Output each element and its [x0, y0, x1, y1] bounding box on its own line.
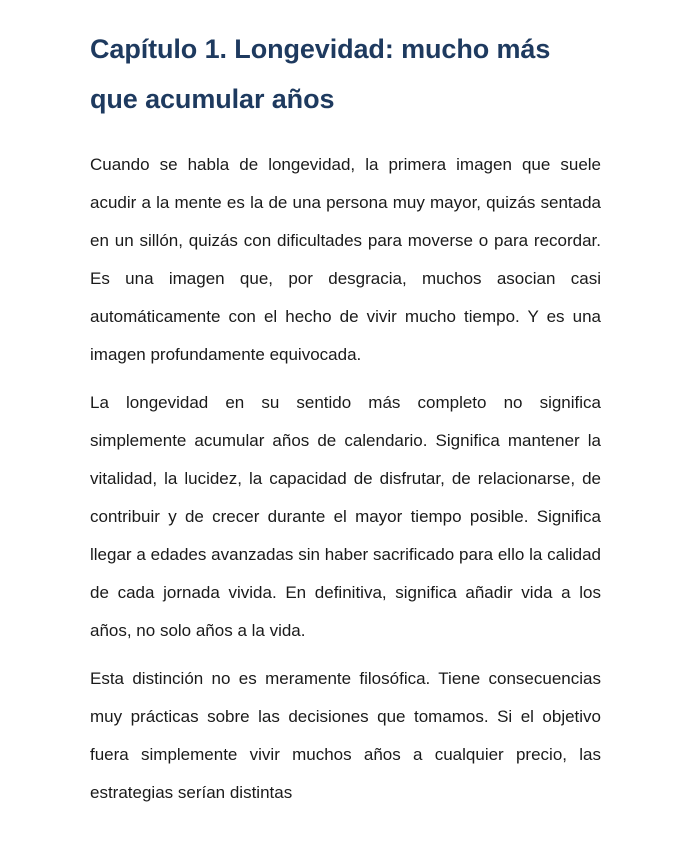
content-column	[90, 0, 601, 812]
body-paragraph: La longevidad en su sentido más completo no significa simplemente acumular años de calendario. Significa mantener la vitalidad, la lucidez, la capacidad de disfrutar, de relacionarse, de contribuir y de crecer durante el mayor tiempo posible. Significa llegar a edades avanzadas sin haber sacrificado para ello la calidad de cada jornada vivida. En definitiva, significa añadir vida a los años, no solo años a la vida.	[90, 393, 601, 640]
body-paragraph: Cuando se habla de longevidad, la primera imagen que suele acudir a la mente es la de una persona muy mayor, quizás sentada en un sillón, quizás con dificultades para moverse o para recordar. Es una imagen que, por desgracia, muchos asocian casi automáticamente con el hecho de vivir mucho tiempo. Y es una imagen profundamente equivocada.	[90, 155, 601, 364]
chapter-heading: Capítulo 1. Longevidad: mucho más que acumular años	[90, 34, 551, 114]
body-paragraph: Esta distinción no es meramente filosófica. Tiene consecuencias muy prácticas sobre las decisiones que tomamos. Si el objetivo fuera simplemente vivir muchos años a cualquier precio, las estrategias serían distintas	[90, 669, 601, 802]
